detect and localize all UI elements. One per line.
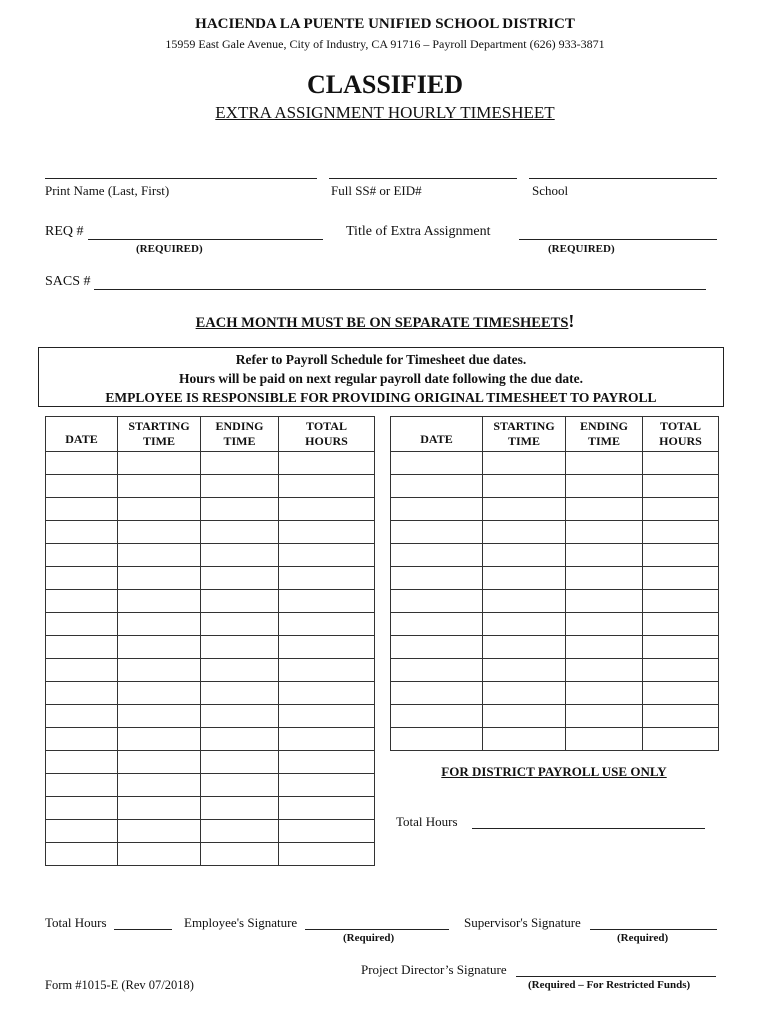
total-hours-cell[interactable] xyxy=(643,567,719,590)
date-cell[interactable] xyxy=(391,659,483,682)
end-time-cell[interactable] xyxy=(566,544,643,567)
total-hours-cell[interactable] xyxy=(643,475,719,498)
start-time-cell[interactable] xyxy=(483,636,566,659)
ss-eid-line[interactable] xyxy=(329,178,517,179)
date-cell[interactable] xyxy=(391,613,483,636)
start-time-cell[interactable] xyxy=(118,797,201,820)
end-time-cell[interactable] xyxy=(566,521,643,544)
start-time-cell[interactable] xyxy=(483,682,566,705)
form-subtitle: EXTRA ASSIGNMENT HOURLY TIMESHEET xyxy=(215,103,555,122)
date-cell[interactable] xyxy=(46,475,118,498)
end-time-cell[interactable] xyxy=(201,728,279,751)
start-time-cell[interactable] xyxy=(483,521,566,544)
col-start-header: STARTING TIME xyxy=(118,417,201,452)
date-cell[interactable] xyxy=(46,567,118,590)
date-cell[interactable] xyxy=(391,590,483,613)
date-cell[interactable] xyxy=(46,820,118,843)
total-hours-cell[interactable] xyxy=(643,682,719,705)
date-cell[interactable] xyxy=(46,843,118,866)
start-time-cell[interactable] xyxy=(483,475,566,498)
table-row xyxy=(391,567,719,590)
col-end-header: ENDING TIME xyxy=(566,417,643,452)
start-time-cell[interactable] xyxy=(483,452,566,475)
total-hours-cell[interactable] xyxy=(643,590,719,613)
director-signature-line[interactable] xyxy=(516,976,716,977)
district-address: 15959 East Gale Avenue, City of Industry, CA 91716 – Payroll Department (626) 933-3871 xyxy=(165,37,605,51)
total-hours-cell[interactable] xyxy=(643,521,719,544)
start-time-cell[interactable] xyxy=(483,613,566,636)
date-cell[interactable] xyxy=(46,521,118,544)
table-row xyxy=(46,797,375,820)
payroll-total-hours-label: Total Hours xyxy=(396,814,458,829)
print-name-label: Print Name (Last, First) xyxy=(45,183,170,198)
start-time-cell[interactable] xyxy=(118,659,201,682)
date-cell[interactable] xyxy=(391,475,483,498)
table-row xyxy=(391,682,719,705)
notice-line-3: EMPLOYEE IS RESPONSIBLE FOR PROVIDING ORIGINAL TIMESHEET TO PAYROLL xyxy=(105,390,657,405)
supervisor-required: (Required) xyxy=(617,932,669,944)
date-cell[interactable] xyxy=(391,705,483,728)
table-row xyxy=(391,544,719,567)
total-hours-cell[interactable] xyxy=(279,544,375,567)
timesheet-table-left xyxy=(45,416,375,866)
total-hours-cell[interactable] xyxy=(279,475,375,498)
employee-signature-line[interactable] xyxy=(305,929,449,930)
end-time-cell[interactable] xyxy=(566,452,643,475)
start-time-cell[interactable] xyxy=(118,452,201,475)
req-required: (REQUIRED) xyxy=(136,243,203,255)
date-cell[interactable] xyxy=(46,797,118,820)
employee-required: (Required) xyxy=(343,932,395,944)
end-time-cell[interactable] xyxy=(566,636,643,659)
school-label: School xyxy=(532,183,569,198)
total-hours-cell[interactable] xyxy=(279,843,375,866)
total-hours-cell[interactable] xyxy=(279,613,375,636)
date-cell[interactable] xyxy=(46,544,118,567)
end-time-cell[interactable] xyxy=(201,613,279,636)
start-time-cell[interactable] xyxy=(483,705,566,728)
date-cell[interactable] xyxy=(391,452,483,475)
total-hours-cell[interactable] xyxy=(279,751,375,774)
table-row xyxy=(46,774,375,797)
table-row xyxy=(46,820,375,843)
end-time-cell[interactable] xyxy=(566,682,643,705)
date-cell[interactable] xyxy=(46,636,118,659)
end-time-cell[interactable] xyxy=(566,705,643,728)
table-row xyxy=(46,590,375,613)
table-row xyxy=(391,636,719,659)
start-time-cell[interactable] xyxy=(118,544,201,567)
date-cell[interactable] xyxy=(391,567,483,590)
total-hours-cell[interactable] xyxy=(643,705,719,728)
total-hours-cell[interactable] xyxy=(279,728,375,751)
total-hours-label: Total Hours xyxy=(45,915,107,930)
start-time-cell[interactable] xyxy=(483,659,566,682)
start-time-cell[interactable] xyxy=(118,774,201,797)
end-time-cell[interactable] xyxy=(201,774,279,797)
total-hours-line[interactable] xyxy=(114,929,172,930)
start-time-cell[interactable] xyxy=(118,521,201,544)
start-time-cell[interactable] xyxy=(118,613,201,636)
table-row xyxy=(46,705,375,728)
total-hours-cell[interactable] xyxy=(279,498,375,521)
supervisor-signature-label: Supervisor's Signature xyxy=(464,915,581,930)
table-row xyxy=(46,682,375,705)
payroll-use-heading: FOR DISTRICT PAYROLL USE ONLY xyxy=(441,764,667,779)
req-line[interactable] xyxy=(88,239,323,240)
sacs-line[interactable] xyxy=(94,289,706,290)
end-time-cell[interactable] xyxy=(201,797,279,820)
table-row xyxy=(391,613,719,636)
supervisor-signature-line[interactable] xyxy=(590,929,717,930)
date-cell[interactable] xyxy=(46,659,118,682)
date-cell[interactable] xyxy=(46,751,118,774)
date-cell[interactable] xyxy=(391,498,483,521)
date-cell[interactable] xyxy=(46,682,118,705)
col-total-header: TOTAL HOURS xyxy=(643,417,719,452)
table-row xyxy=(46,452,375,475)
date-cell[interactable] xyxy=(46,705,118,728)
start-time-cell[interactable] xyxy=(118,820,201,843)
end-time-cell[interactable] xyxy=(201,452,279,475)
form-title: CLASSIFIED xyxy=(306,70,464,99)
date-cell[interactable] xyxy=(46,774,118,797)
director-required: (Required – For Restricted Funds) xyxy=(528,979,691,991)
separate-timesheets-heading: EACH MONTH MUST BE ON SEPARATE TIMESHEETS! xyxy=(195,311,575,331)
title-extra-line[interactable] xyxy=(519,239,717,240)
table-row xyxy=(46,567,375,590)
start-time-cell[interactable] xyxy=(118,728,201,751)
table-row xyxy=(391,590,719,613)
table-row xyxy=(391,728,719,751)
sacs-label: SACS # xyxy=(45,274,91,289)
date-cell[interactable] xyxy=(46,590,118,613)
notice-line-1: Refer to Payroll Schedule for Timesheet due dates. xyxy=(235,352,527,367)
total-hours-cell[interactable] xyxy=(643,544,719,567)
title-required: (REQUIRED) xyxy=(548,243,615,255)
start-time-cell[interactable] xyxy=(118,843,201,866)
table-row xyxy=(46,659,375,682)
total-hours-cell[interactable] xyxy=(279,567,375,590)
total-hours-cell[interactable] xyxy=(643,613,719,636)
col-start-header: STARTING TIME xyxy=(483,417,566,452)
district-name: HACIENDA LA PUENTE UNIFIED SCHOOL DISTRICT xyxy=(195,16,575,32)
end-time-cell[interactable] xyxy=(201,659,279,682)
start-time-cell[interactable] xyxy=(483,567,566,590)
total-hours-cell[interactable] xyxy=(643,728,719,751)
end-time-cell[interactable] xyxy=(566,590,643,613)
table-row xyxy=(391,705,719,728)
end-time-cell[interactable] xyxy=(566,659,643,682)
start-time-cell[interactable] xyxy=(118,636,201,659)
end-time-cell[interactable] xyxy=(201,705,279,728)
end-time-cell[interactable] xyxy=(566,475,643,498)
total-hours-cell[interactable] xyxy=(279,636,375,659)
end-time-cell[interactable] xyxy=(201,475,279,498)
end-time-cell[interactable] xyxy=(201,544,279,567)
table-row xyxy=(46,843,375,866)
timesheet-table-right xyxy=(390,416,719,751)
table-row xyxy=(391,659,719,682)
date-cell[interactable] xyxy=(46,728,118,751)
start-time-cell[interactable] xyxy=(118,475,201,498)
date-cell[interactable] xyxy=(391,544,483,567)
col-date-header: DATE xyxy=(391,417,483,452)
table-row xyxy=(46,521,375,544)
end-time-cell[interactable] xyxy=(566,728,643,751)
table-row xyxy=(46,636,375,659)
table-row xyxy=(46,498,375,521)
start-time-cell[interactable] xyxy=(483,590,566,613)
start-time-cell[interactable] xyxy=(118,567,201,590)
table-row xyxy=(46,613,375,636)
end-time-cell[interactable] xyxy=(201,636,279,659)
end-time-cell[interactable] xyxy=(201,567,279,590)
table-row xyxy=(46,544,375,567)
end-time-cell[interactable] xyxy=(566,567,643,590)
table-row xyxy=(391,521,719,544)
total-hours-cell[interactable] xyxy=(279,659,375,682)
end-time-cell[interactable] xyxy=(201,590,279,613)
date-cell[interactable] xyxy=(391,682,483,705)
date-cell[interactable] xyxy=(46,613,118,636)
date-cell[interactable] xyxy=(46,498,118,521)
table-row xyxy=(46,475,375,498)
total-hours-cell[interactable] xyxy=(279,590,375,613)
print-name-line[interactable] xyxy=(45,178,317,179)
end-time-cell[interactable] xyxy=(201,498,279,521)
total-hours-cell[interactable] xyxy=(279,797,375,820)
payroll-notice-box xyxy=(38,347,724,407)
table-row xyxy=(46,728,375,751)
total-hours-cell[interactable] xyxy=(643,636,719,659)
end-time-cell[interactable] xyxy=(201,751,279,774)
end-time-cell[interactable] xyxy=(201,820,279,843)
start-time-cell[interactable] xyxy=(118,751,201,774)
end-time-cell[interactable] xyxy=(201,682,279,705)
total-hours-cell[interactable] xyxy=(643,659,719,682)
payroll-total-hours-line[interactable] xyxy=(472,828,705,829)
start-time-cell[interactable] xyxy=(483,728,566,751)
col-total-header: TOTAL HOURS xyxy=(279,417,375,452)
employee-signature-label: Employee's Signature xyxy=(184,915,298,930)
ss-eid-label: Full SS# or EID# xyxy=(331,183,422,198)
date-cell[interactable] xyxy=(391,728,483,751)
notice-line-2: Hours will be paid on next regular payroll date following the due date. xyxy=(179,371,583,386)
end-time-cell[interactable] xyxy=(566,498,643,521)
total-hours-cell[interactable] xyxy=(279,820,375,843)
table-row xyxy=(46,751,375,774)
end-time-cell[interactable] xyxy=(201,843,279,866)
date-cell[interactable] xyxy=(391,636,483,659)
total-hours-cell[interactable] xyxy=(279,774,375,797)
total-hours-cell[interactable] xyxy=(643,452,719,475)
total-hours-cell[interactable] xyxy=(643,498,719,521)
start-time-cell[interactable] xyxy=(118,705,201,728)
col-end-header: ENDING TIME xyxy=(201,417,279,452)
table-row xyxy=(391,452,719,475)
director-signature-label: Project Director’s Signature xyxy=(361,962,507,977)
title-extra-label: Title of Extra Assignment xyxy=(346,224,491,239)
school-line[interactable] xyxy=(529,178,717,179)
form-number: Form #1015-E (Rev 07/2018) xyxy=(45,978,194,992)
total-hours-cell[interactable] xyxy=(279,521,375,544)
date-cell[interactable] xyxy=(391,521,483,544)
total-hours-cell[interactable] xyxy=(279,705,375,728)
table-row xyxy=(391,475,719,498)
total-hours-cell[interactable] xyxy=(279,682,375,705)
end-time-cell[interactable] xyxy=(566,613,643,636)
start-time-cell[interactable] xyxy=(118,498,201,521)
total-hours-cell[interactable] xyxy=(279,452,375,475)
table-row xyxy=(391,498,719,521)
col-date-header: DATE xyxy=(46,417,118,452)
start-time-cell[interactable] xyxy=(483,498,566,521)
start-time-cell[interactable] xyxy=(118,590,201,613)
req-label: REQ # xyxy=(45,224,84,239)
start-time-cell[interactable] xyxy=(483,544,566,567)
end-time-cell[interactable] xyxy=(201,521,279,544)
start-time-cell[interactable] xyxy=(118,682,201,705)
date-cell[interactable] xyxy=(46,452,118,475)
